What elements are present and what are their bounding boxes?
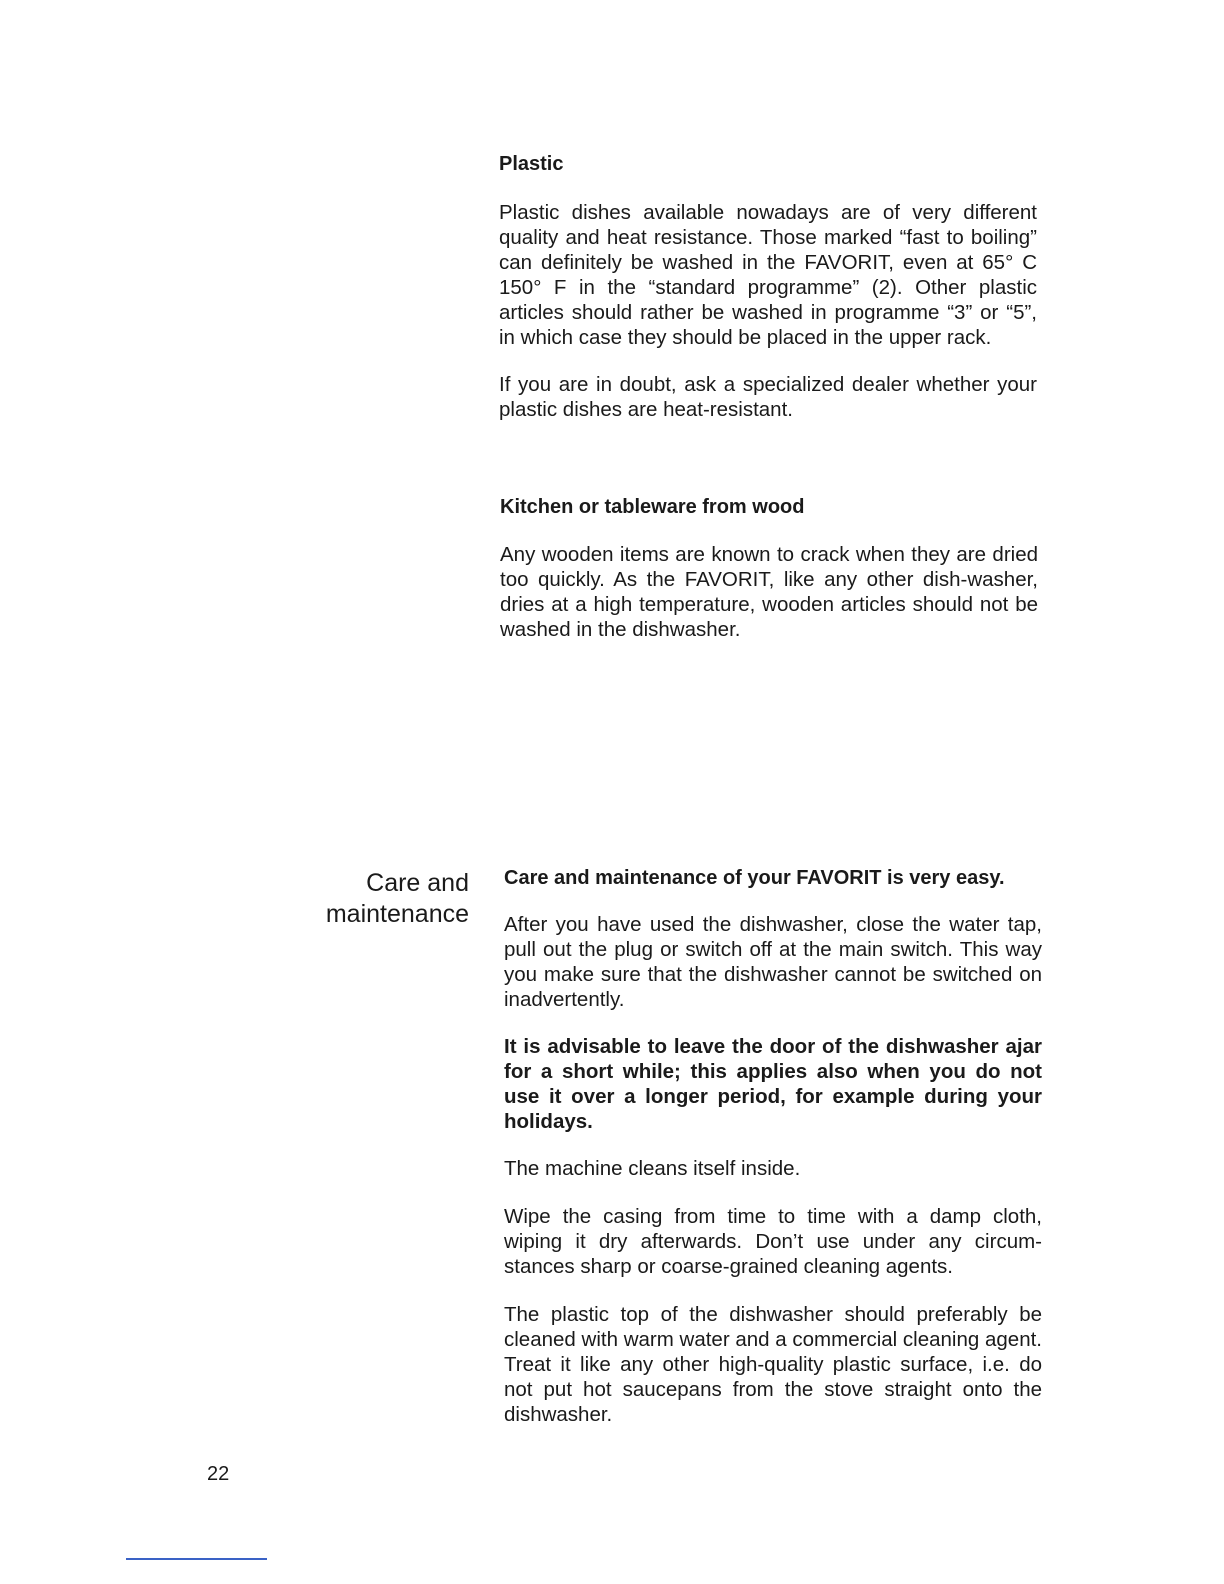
care-heading: Care and maintenance of your FAVORIT is very easy. [504, 867, 1005, 889]
care-section-title [249, 868, 469, 930]
wood-paragraph-1: Any wooden items are known to crack when they are dried too quickly. As the FAVORIT, like any other dish-washer, dries at a high temperature, wooden articles should not be washed in the dishwasher. [500, 543, 1038, 641]
plastic-heading: Plastic [499, 153, 564, 175]
plastic-paragraph-2: If you are in doubt, ask a specialized dealer whether your plastic dishes are heat-resistant. [499, 373, 1037, 421]
care-section-title-line-2: maintenance [325, 900, 469, 928]
care-paragraph-2-bold: It is advisable to leave the door of the dishwasher ajar for a short while; this applies also when you do not use it over a longer period, for example during your holidays. [504, 1035, 1042, 1133]
bottom-rule [126, 1558, 267, 1560]
plastic-paragraph-1: Plastic dishes available nowadays are of very different quality and heat resistance. Those marked “fast to boiling” can definitely be washed in the FAVORIT, even at 65° C 150° F in the “standard programme” (2). Other plastic articles should rather be washed in programme “3” or “5”, in which case they should be placed in the upper rack. [499, 201, 1037, 349]
care-paragraph-5: The plastic top of the dishwasher should preferably be cleaned with warm water and a commercial cleaning agent. Treat it like any other high-quality plastic surface, i.e. do not put hot saucepans from the stove straight onto the dishwasher. [504, 1303, 1042, 1426]
care-paragraph-1: After you have used the dishwasher, close the water tap, pull out the plug or switch off at the main switch. This way you make sure that the dishwasher cannot be switched on inadvertently. [504, 913, 1042, 1011]
care-paragraph-4: Wipe the casing from time to time with a damp cloth, wiping it dry afterwards. Don’t use under any circum-stances sharp or coarse-grained cleaning agents. [504, 1205, 1042, 1278]
page-number: 22 [207, 1463, 230, 1485]
wood-heading: Kitchen or tableware from wood [500, 496, 805, 518]
wood-section [500, 495, 1038, 642]
care-section [504, 866, 1042, 1427]
care-paragraph-3: The machine cleans itself inside. [504, 1157, 801, 1180]
care-section-title-line-1: Care and [366, 869, 469, 897]
plastic-section [499, 152, 1037, 422]
